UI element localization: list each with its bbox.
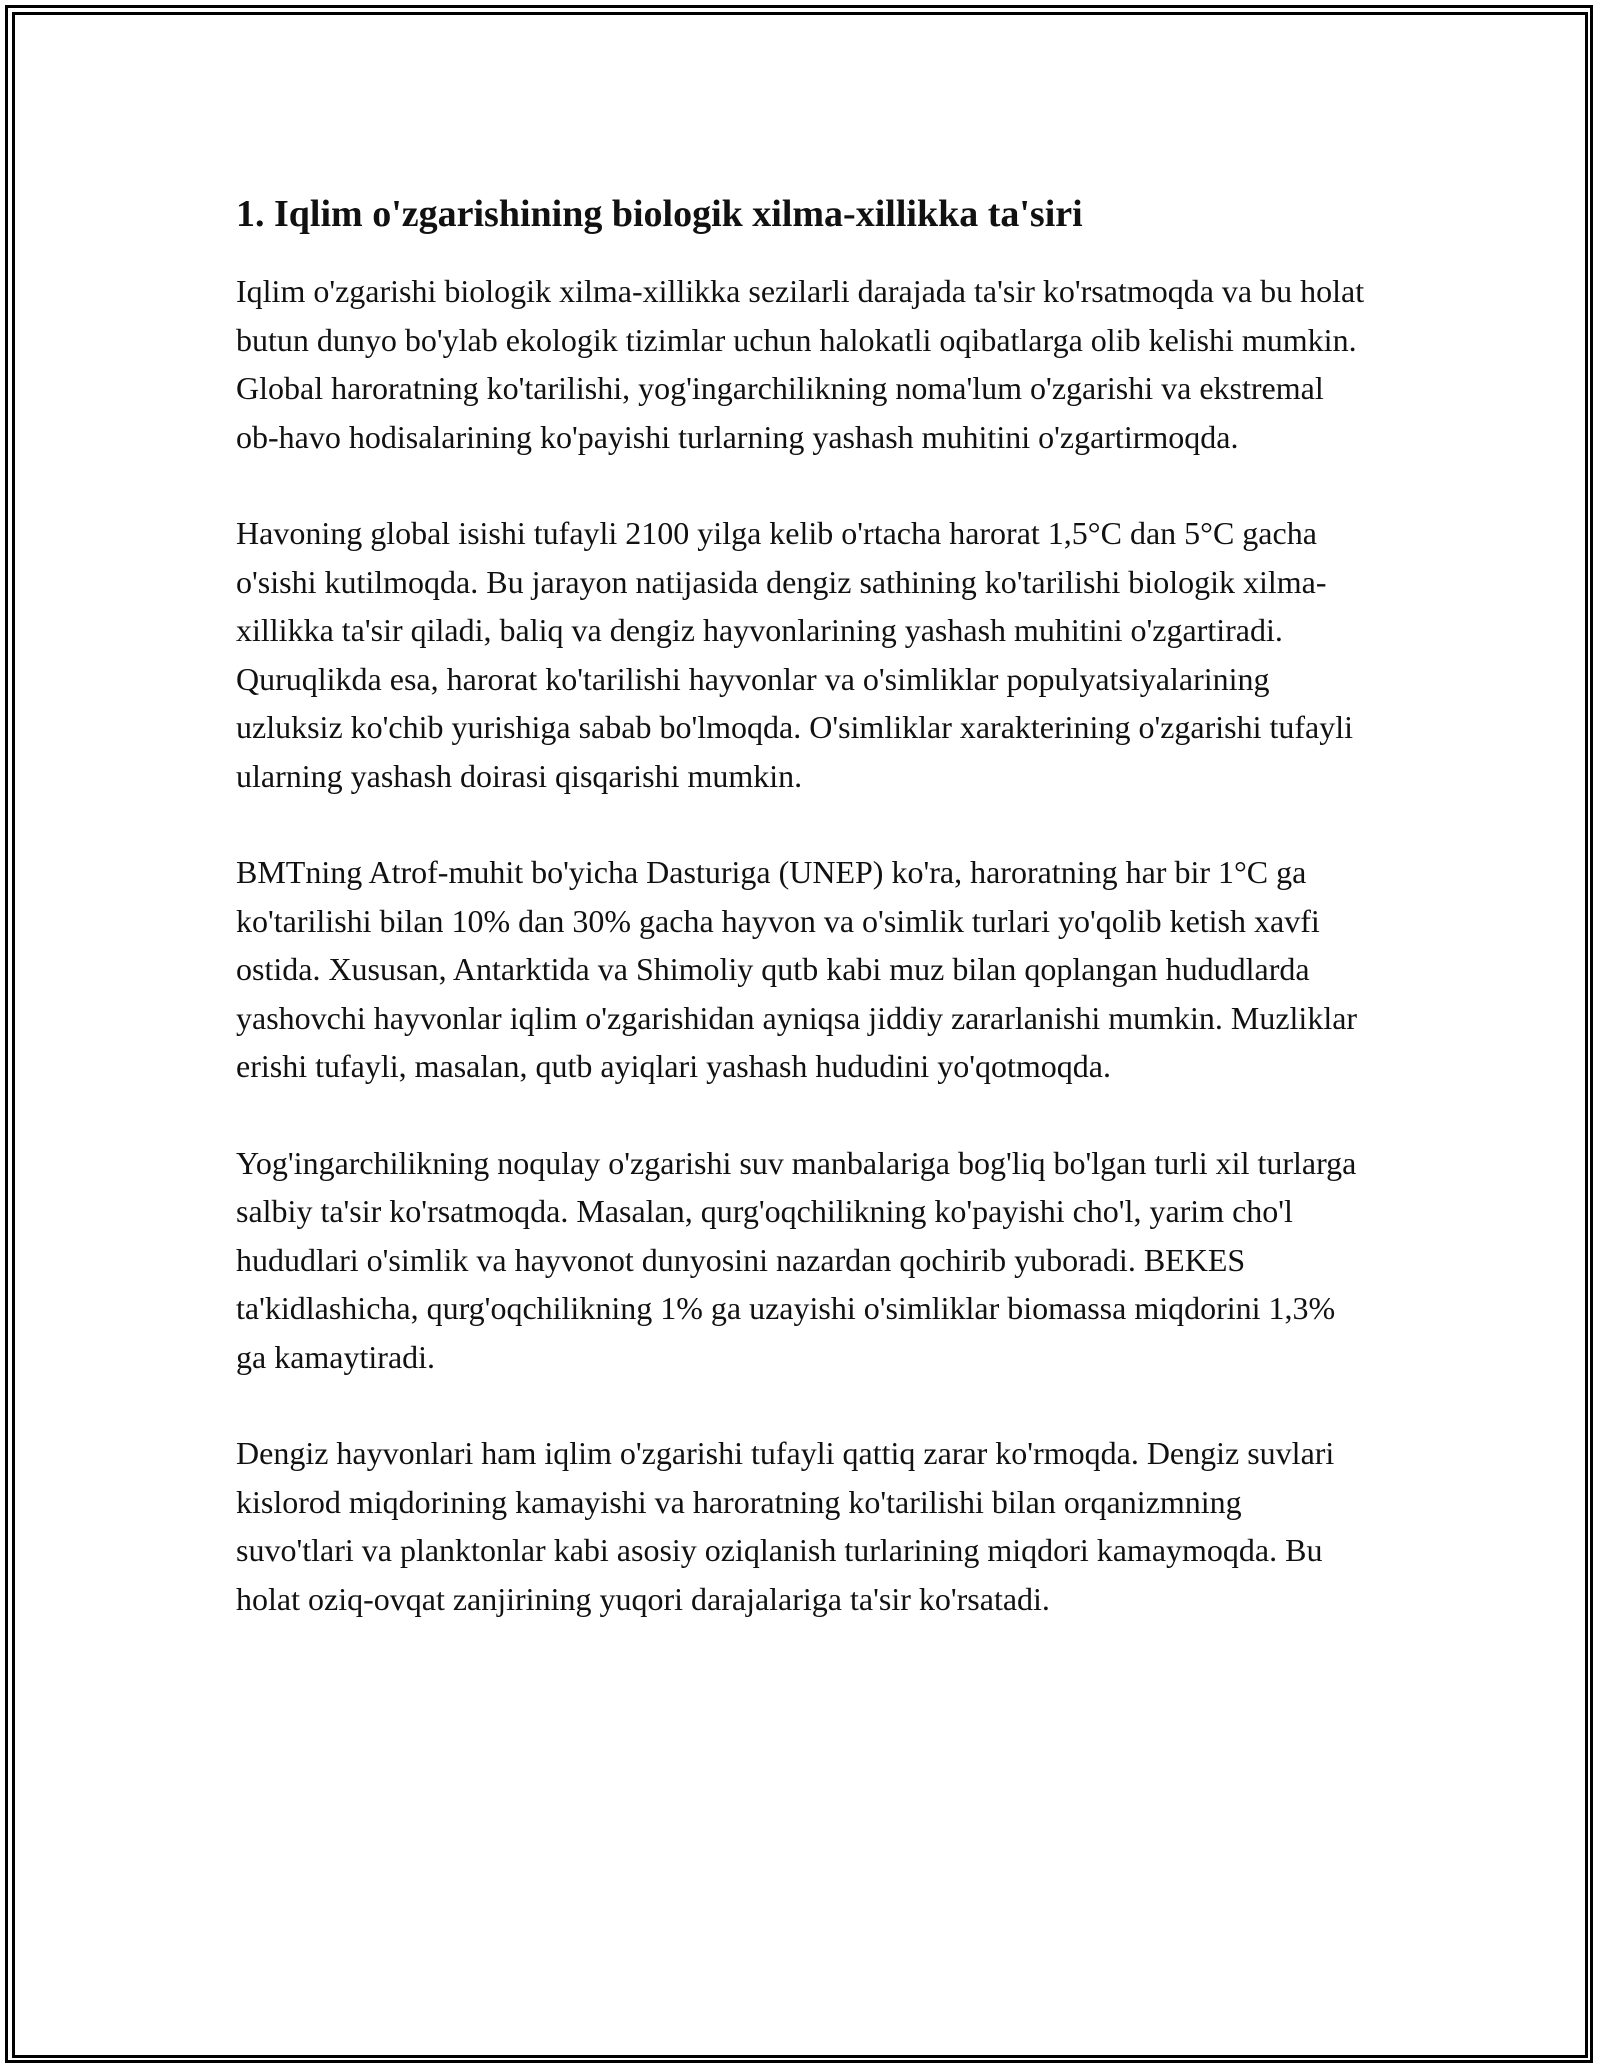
paragraph-1: Iqlim o'zgarishi biologik xilma-xillikka sezilarli darajada ta'sir ko'rsatmoqda va bu holat butun dunyo bo'ylab ekologik tizimlar uchun halokatli oqibatlarga olib kelishi mumkin. Global haroratning ko'tarilishi, yog'ingarchilikning noma'lum o'zgarishi va ekstremal ob-havo hodisalarining ko'payishi turlarning yashash muhitini o'zgartirmoqda. (236, 273, 1365, 455)
paragraph-4: Yog'ingarchilikning noqulay o'zgarishi suv manbalariga bog'liq bo'lgan turli xil turlarga salbiy ta'sir ko'rsatmoqda. Masalan, qurg'oqchilikning ko'payishi cho'l, yarim cho'l hududlari o'simlik va hayvonot dunyosini nazardan qochirib yuboradi. BEKES ta'kidlashicha, qurg'oqchilikning 1% ga uzayishi o'simliklar biomassa miqdorini 1,3% ga kamaytiradi. (236, 1144, 1357, 1375)
document-body (236, 186, 1366, 1671)
paragraph-2: Havoning global isishi tufayli 2100 yilga kelib o'rtacha harorat 1,5°C dan 5°C gacha o'sishi kutilmoqda. Bu jarayon natijasida dengiz sathining ko'tarilishi biologik xilma-xillikka ta'sir qiladi, baliq va dengiz hayvonlarining yashash muhitini o'zgartiradi. Quruqlikda esa, harorat ko'tarilishi hayvonlar va o'simliklar populyatsiyalarining uzluksiz ko'chib yurishiga sabab bo'lmoqda. O'simliklar xarakterining o'zgarishi tufayli ularning yashash doirasi qisqarishi mumkin. (236, 515, 1354, 794)
section-heading: 1. Iqlim o'zgarishining biologik xilma-xillikka ta'siri (236, 193, 1083, 235)
paragraph-5: Dengiz hayvonlari ham iqlim o'zgarishi tufayli qattiq zarar ko'rmoqda. Dengiz suvlari kislorod miqdorining kamayishi va haroratning ko'tarilishi bilan orqanizmning suvo'tlari va planktonlar kabi asosiy oziqlanish turlarining miqdori kamaymoqda. Bu holat oziq-ovqat zanjirining yuqori darajalariga ta'sir ko'rsatadi. (236, 1435, 1335, 1617)
paragraph-3: BMTning Atrof-muhit bo'yicha Dasturiga (UNEP) ko'ra, haroratning har bir 1°C ga ko'tarilishi bilan 10% dan 30% gacha hayvon va o'simlik turlari yo'qolib ketish xavfi ostida. Xususan, Antarktida va Shimoliy qutb kabi muz bilan qoplangan hududlarda yashovchi hayvonlar iqlim o'zgarishidan ayniqsa jiddiy zararlanishi mumkin. Muzliklar erishi tufayli, masalan, qutb ayiqlari yashash hududini yo'qotmoqda. (236, 854, 1358, 1084)
